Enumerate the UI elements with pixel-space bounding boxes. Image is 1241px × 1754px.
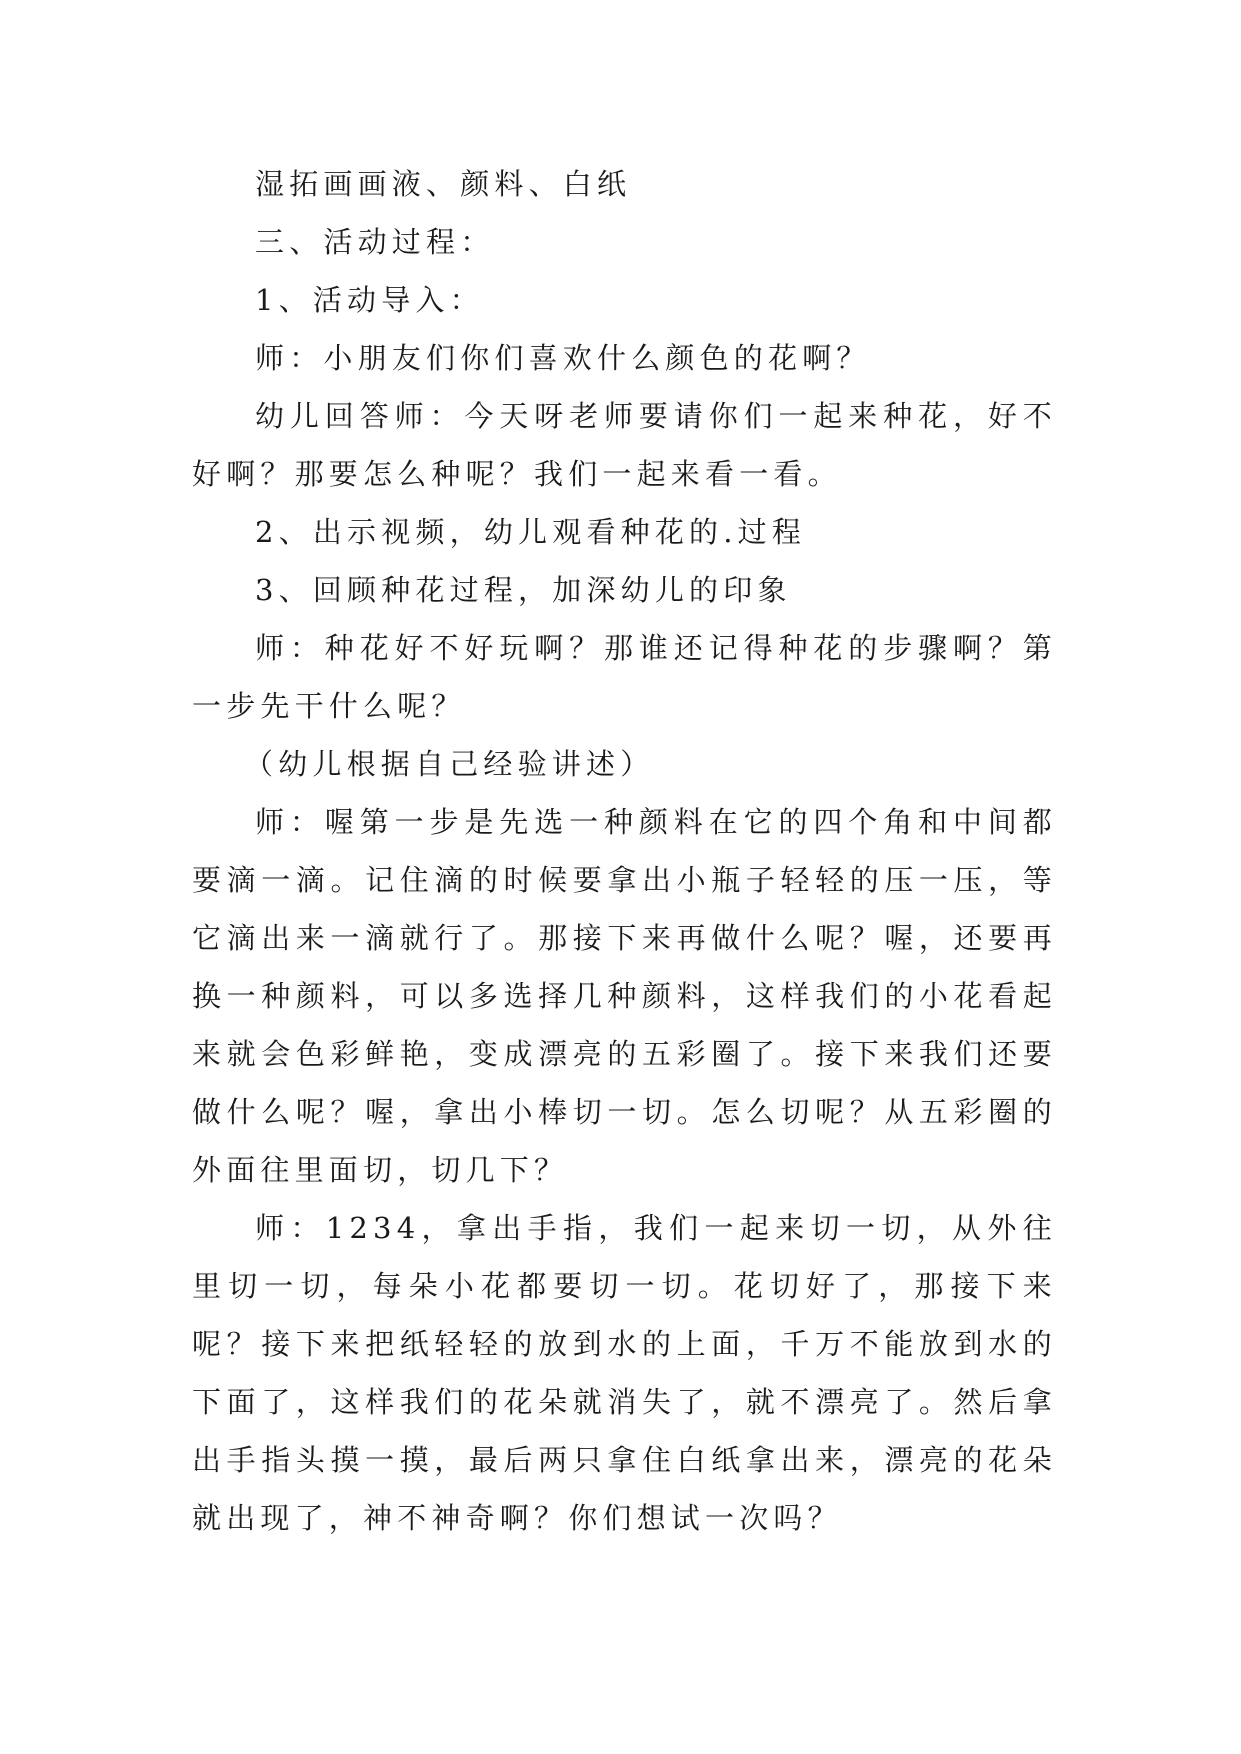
paragraph-teacher-steps: 师：种花好不好玩啊？那谁还记得种花的步骤啊？第一步先干什么呢？ <box>192 631 1057 723</box>
paragraph-child-answer: 幼儿回答师：今天呀老师要请你们一起来种花，好不好啊？那要怎么种呢？我们一起来看一看。 <box>192 399 1057 491</box>
paragraph-child-narration: （幼儿根据自己经验讲述） <box>244 747 655 781</box>
document-body <box>192 155 1057 1547</box>
paragraph-teacher-instructions: 师：喔第一步是先选一种颜料在它的四个角和中间都要滴一滴。记住滴的时候要拿出小瓶子轻轻的压一压，等它滴出来一滴就行了。那接下来再做什么呢？喔，还要再换一种颜料，可以多选择几种颜料，这样我们的小花看起来就会色彩鲜艳，变成漂亮的五彩圈了。接下来我们还要做什么呢？喔，拿出小棒切一切。怎么切呢？从五彩圈的外面往里面切，切几下？ <box>192 805 1057 1187</box>
paragraph-teacher-demo: 师：1234，拿出手指，我们一起来切一切，从外往里切一切，每朵小花都要切一切。花切好了，那接下来呢？接下来把纸轻轻的放到水的上面，千万不能放到水的下面了，这样我们的花朵就消失了，就不漂亮了。然后拿出手指头摸一摸，最后两只拿住白纸拿出来，漂亮的花朵就出现了，神不神奇啊？你们想试一次吗？ <box>192 1211 1057 1535</box>
heading-activity-intro: 1、活动导入： <box>255 283 484 317</box>
paragraph-review-process: 3、回顾种花过程，加深幼儿的印象 <box>255 573 792 607</box>
heading-activity-process: 三、活动过程： <box>255 225 495 259</box>
paragraph-materials: 湿拓画画液、颜料、白纸 <box>255 167 632 201</box>
paragraph-teacher-question: 师：小朋友们你们喜欢什么颜色的花啊？ <box>255 341 871 375</box>
paragraph-show-video: 2、出示视频，幼儿观看种花的.过程 <box>255 515 807 549</box>
